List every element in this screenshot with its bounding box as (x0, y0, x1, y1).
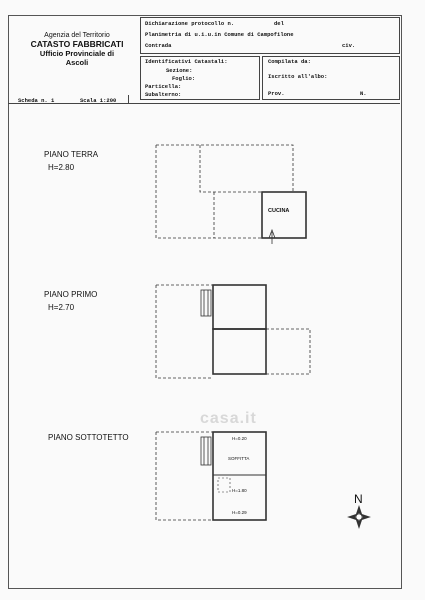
compilata-label: Compilata da: (268, 58, 311, 65)
planimetria-label: Planimetria di u.i.u.in Comune di Campofilone (145, 31, 294, 38)
subalterno-label: Subalterno: (145, 91, 182, 98)
plan-primo (156, 285, 310, 378)
particella-label: Particella: (145, 83, 182, 90)
iscritto-label: Iscritto all'albo: (268, 73, 328, 80)
agency-line1: Agenzia del Territorio (44, 32, 110, 39)
floor-title-sottotetto: PIANO SOTTOTETTO (48, 433, 129, 442)
watermark: casa.it (200, 410, 257, 427)
agency-line3: Ufficio Provinciale di (39, 49, 115, 58)
prov-label: Prov. (268, 90, 285, 97)
agency-line4: Ascoli (65, 58, 89, 67)
room-h029: H=0.29 (232, 510, 247, 515)
floor-title-terra: PIANO TERRA (44, 150, 99, 159)
floor-title-primo: PIANO PRIMO (44, 290, 98, 299)
civ-label: civ. (342, 42, 356, 49)
foglio-label: Foglio: (172, 75, 196, 82)
plan-sottotetto (156, 432, 266, 520)
room-soffitta: SOFFITTA (228, 456, 250, 461)
identificativi-label: Identificativi Catastali: (145, 58, 228, 65)
sezione-label: Sezione: (166, 67, 193, 74)
scheda-label: Scheda n. 1 (18, 97, 55, 104)
contrada-label: Contrada (145, 42, 172, 49)
room-h020: H=0.20 (232, 436, 247, 441)
room-h180: H=1.80 (232, 488, 247, 493)
floor-height-terra: H=2.80 (48, 163, 75, 172)
plan-terra (156, 145, 306, 244)
room-cucina: CUCINA (268, 208, 290, 214)
floor-height-primo: H=2.70 (48, 303, 75, 312)
north-label: N (354, 492, 363, 506)
agency-line2: CATASTO FABBRICATI (30, 39, 124, 49)
del-label: del (274, 20, 284, 27)
n-label: N. (360, 90, 367, 97)
north-arrow-icon (348, 506, 370, 528)
scala-label: Scala 1:200 (80, 97, 117, 104)
dichiarazione-label: Dichiarazione protocollo n. (145, 20, 235, 27)
